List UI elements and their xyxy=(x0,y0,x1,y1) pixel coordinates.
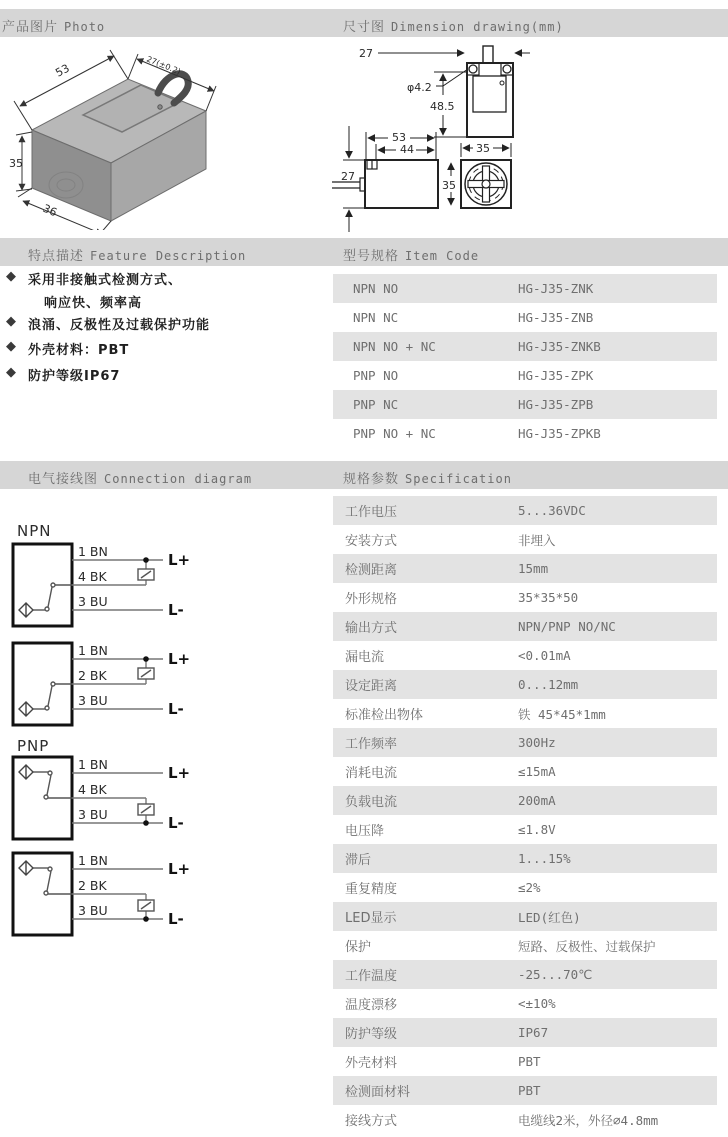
item-code-row xyxy=(333,303,717,332)
spec-value: ≤1.8V xyxy=(518,822,556,837)
spec-row xyxy=(333,612,717,641)
load-slash xyxy=(141,571,151,578)
dim-total-length: 53 xyxy=(392,131,406,144)
spec-value: <±10% xyxy=(518,996,556,1011)
spec-label: 消耗电流 xyxy=(345,766,398,781)
photo-title-zh: 产品图片 xyxy=(2,20,59,35)
l-plus-label: L+ xyxy=(168,650,191,668)
feature-item: 浪涌、反极性及过载保护功能 xyxy=(28,318,211,333)
feature-bullet: ◆ xyxy=(6,314,16,329)
switch-arm xyxy=(47,775,51,795)
junction-dot xyxy=(143,557,149,563)
spec-value: 35*35*50 xyxy=(518,590,579,605)
spec-value: 电缆线2米，外径∅4.8mm xyxy=(518,1112,659,1128)
spec-label: 安装方式 xyxy=(345,534,398,549)
output-type: PNP NO + NC xyxy=(353,426,436,441)
photo-title-en: Photo xyxy=(64,20,106,34)
item-code-row xyxy=(333,419,717,448)
feature-item: 防护等级IP67 xyxy=(28,369,121,384)
load-slash xyxy=(141,670,151,677)
l-plus-label: L+ xyxy=(168,551,191,569)
spec-row xyxy=(333,583,717,612)
output-type: PNP NO xyxy=(353,368,399,383)
dim-face-height: 35 xyxy=(442,179,456,192)
spec-row xyxy=(333,670,717,699)
product-photo xyxy=(8,45,243,230)
spec-label: 重复精度 xyxy=(345,882,398,897)
output-type: NPN NC xyxy=(353,310,399,325)
cross-center xyxy=(482,180,490,188)
l-minus-label: L- xyxy=(168,814,184,832)
output-type: NPN NO + NC xyxy=(353,339,436,354)
spec-row xyxy=(333,757,717,786)
spec-row xyxy=(333,641,717,670)
section-bar-feature xyxy=(0,238,728,266)
feature-bullet: ◆ xyxy=(6,269,16,284)
contact-point xyxy=(44,891,48,895)
load-slash xyxy=(141,806,151,813)
feature-bullet: ◆ xyxy=(6,339,16,354)
sensor-symbol-icon xyxy=(19,702,33,716)
contact-point xyxy=(45,706,49,710)
specification-title-en: Specification xyxy=(405,472,512,486)
output-type: PNP NC xyxy=(353,397,399,412)
item-code-row xyxy=(333,274,717,303)
spec-label: 电压降 xyxy=(345,824,385,839)
spec-label: 工作频率 xyxy=(345,737,398,752)
spec-value: 铁 45*45*1mm xyxy=(518,706,606,722)
wire-label-bn: 1 BN xyxy=(78,757,108,772)
dimension-section-title xyxy=(343,16,564,35)
wire-label-bn: 1 BN xyxy=(78,643,108,658)
specification-table xyxy=(333,496,717,1134)
photo-dim-height: 35 xyxy=(9,157,23,170)
item-code-value: HG-J35-ZPKB xyxy=(518,426,601,441)
spec-row xyxy=(333,873,717,902)
item-code-value: HG-J35-ZNK xyxy=(518,281,594,296)
contact-point xyxy=(44,795,48,799)
spec-row xyxy=(333,699,717,728)
junction-dot xyxy=(143,656,149,662)
spec-value: 200mA xyxy=(518,793,556,808)
section-bar-connection xyxy=(0,461,728,489)
front-led xyxy=(500,81,504,85)
wiring-diagram-pnp-1 xyxy=(8,753,208,845)
ext-line xyxy=(99,221,111,230)
item-code-row xyxy=(333,390,717,419)
feature-item: 外壳材料：PBT xyxy=(28,343,130,358)
contact-point xyxy=(45,607,49,611)
spec-value: 0...12mm xyxy=(518,677,579,692)
spec-value: NPN/PNP NO/NC xyxy=(518,619,616,634)
hole-left xyxy=(469,65,477,73)
spec-label: 滞后 xyxy=(345,853,372,868)
item-code-value: HG-J35-ZPB xyxy=(518,397,594,412)
dimension-drawing xyxy=(330,40,620,235)
spec-row xyxy=(333,1076,717,1105)
spec-row xyxy=(333,844,717,873)
dim-front-height: 48.5 xyxy=(430,100,455,113)
item-code-title-zh: 型号规格 xyxy=(343,249,400,264)
contact-point xyxy=(51,583,55,587)
ext-line xyxy=(16,132,32,135)
sensor-symbol-icon xyxy=(19,861,33,875)
spec-value: IP67 xyxy=(518,1025,549,1040)
spec-value: 5...36VDC xyxy=(518,503,586,518)
pnp-label: PNP xyxy=(17,737,50,755)
ext-line xyxy=(14,101,32,130)
spec-label: 负载电流 xyxy=(345,795,398,810)
l-minus-label: L- xyxy=(168,700,184,718)
item-code-row xyxy=(333,361,717,390)
ext-line xyxy=(128,54,138,79)
feature-title-zh: 特点描述 xyxy=(28,249,85,264)
spec-row xyxy=(333,786,717,815)
ext-line xyxy=(18,188,32,197)
specification-section-title xyxy=(343,468,512,487)
hole-right xyxy=(503,65,511,73)
spec-label: 保护 xyxy=(345,940,372,955)
feature-title-en: Feature Description xyxy=(90,249,247,263)
dim-hole-dia: φ4.2 xyxy=(407,81,432,94)
spec-value: -25...70℃ xyxy=(518,967,593,982)
sensor-symbol-icon xyxy=(19,765,33,779)
feature-item-line2: 响应快、频率高 xyxy=(44,296,143,311)
item-code-title-en: Item Code xyxy=(405,249,480,263)
junction-dot xyxy=(143,916,149,922)
spec-label: 输出方式 xyxy=(345,621,398,636)
l-plus-label: L+ xyxy=(168,860,191,878)
side-view xyxy=(365,160,438,208)
load-slash xyxy=(141,902,151,909)
junction-dot xyxy=(143,820,149,826)
spec-value: PBT xyxy=(518,1054,541,1069)
spec-value: 1...15% xyxy=(518,851,571,866)
spec-label: LED显示 xyxy=(345,911,397,926)
ext-line xyxy=(110,50,128,79)
spec-label: 标准检出物体 xyxy=(345,708,424,723)
wiring-diagram-npn-1 xyxy=(8,540,208,632)
wire-label-bk: 2 BK xyxy=(78,878,107,893)
wiring-diagram-pnp-2 xyxy=(8,849,208,941)
spec-label: 检测距离 xyxy=(345,563,398,578)
photo-dim-depth: 36 xyxy=(40,201,59,220)
contact-point xyxy=(48,867,52,871)
wire-label-bn: 1 BN xyxy=(78,544,108,559)
spec-value: LED(红色) xyxy=(518,909,581,925)
spec-row xyxy=(333,815,717,844)
wire-label-bk: 4 BK xyxy=(78,782,107,797)
wire-label-bu: 3 BU xyxy=(78,903,108,918)
spec-label: 防护等级 xyxy=(345,1027,398,1042)
photo-dim-cable: 27(±0.2) xyxy=(145,54,182,77)
contact-point xyxy=(48,771,52,775)
connection-section-title xyxy=(28,468,252,487)
l-minus-label: L- xyxy=(168,601,184,619)
sensor-symbol-icon xyxy=(19,603,33,617)
spec-label: 设定距离 xyxy=(345,679,398,694)
wiring-diagram-npn-2 xyxy=(8,639,208,731)
connection-title-zh: 电气接线图 xyxy=(28,472,99,487)
spec-row xyxy=(333,989,717,1018)
spec-value: PBT xyxy=(518,1083,541,1098)
switch-arm xyxy=(47,871,51,891)
spec-value: ≤2% xyxy=(518,880,541,895)
spec-value: 非埋入 xyxy=(518,532,556,548)
dimension-title-zh: 尺寸图 xyxy=(343,20,386,35)
contact-point xyxy=(51,682,55,686)
item-code-table xyxy=(333,274,717,448)
spec-value: 15mm xyxy=(518,561,549,576)
spec-value: ≤15mA xyxy=(518,764,556,779)
wire-label-bu: 3 BU xyxy=(78,594,108,609)
dim-top-width: 27 xyxy=(359,47,373,60)
switch-arm xyxy=(48,587,52,607)
l-minus-label: L- xyxy=(168,910,184,928)
cable-stub xyxy=(483,46,493,63)
spec-label: 工作温度 xyxy=(345,969,398,984)
spec-label: 接线方式 xyxy=(345,1114,398,1129)
spec-row xyxy=(333,554,717,583)
spec-row xyxy=(333,728,717,757)
spec-label: 检测面材料 xyxy=(345,1085,411,1100)
output-type: NPN NO xyxy=(353,281,399,296)
spec-row xyxy=(333,931,717,960)
section-bar-photo xyxy=(0,9,728,37)
spec-row xyxy=(333,525,717,554)
spec-label: 漏电流 xyxy=(345,650,385,665)
dim-body-length: 44 xyxy=(400,143,414,156)
spec-label: 温度漂移 xyxy=(345,998,398,1013)
wire-label-bk: 4 BK xyxy=(78,569,107,584)
spec-label: 外壳材料 xyxy=(345,1056,398,1071)
wire-label-bn: 1 BN xyxy=(78,853,108,868)
item-code-row xyxy=(333,332,717,361)
spec-label: 工作电压 xyxy=(345,505,398,520)
item-code-value: HG-J35-ZNB xyxy=(518,310,594,325)
wire-label-bk: 2 BK xyxy=(78,668,107,683)
spec-row xyxy=(333,960,717,989)
item-code-section-title xyxy=(343,245,479,264)
item-code-value: HG-J35-ZPK xyxy=(518,368,594,383)
spec-value: 300Hz xyxy=(518,735,556,750)
spec-row xyxy=(333,1105,717,1134)
dimension-title-en: Dimension drawing(mm) xyxy=(391,20,564,34)
spec-row xyxy=(333,1018,717,1047)
dim-side-height: 27 xyxy=(341,170,355,183)
photo-section-title xyxy=(2,16,105,35)
led-dot xyxy=(158,105,162,109)
spec-value: 短路、反极性、过载保护 xyxy=(518,938,656,954)
l-plus-label: L+ xyxy=(168,764,191,782)
spec-row xyxy=(333,902,717,931)
photo-dim-length: 53 xyxy=(53,61,72,80)
feature-bullet: ◆ xyxy=(6,365,16,380)
wire-label-bu: 3 BU xyxy=(78,693,108,708)
wire-label-bu: 3 BU xyxy=(78,807,108,822)
connection-title-en: Connection diagram xyxy=(104,472,253,486)
spec-value: <0.01mA xyxy=(518,648,571,663)
dim-face-width: 35 xyxy=(476,142,490,155)
item-code-value: HG-J35-ZNKB xyxy=(518,339,601,354)
feature-item: 采用非接触式检测方式、 xyxy=(28,273,183,288)
specification-title-zh: 规格参数 xyxy=(343,472,400,487)
feature-section-title xyxy=(28,245,246,264)
spec-row xyxy=(333,1047,717,1076)
switch-arm xyxy=(48,686,52,706)
spec-row xyxy=(333,496,717,525)
npn-label: NPN xyxy=(17,522,52,540)
spec-label: 外形规格 xyxy=(345,592,398,607)
